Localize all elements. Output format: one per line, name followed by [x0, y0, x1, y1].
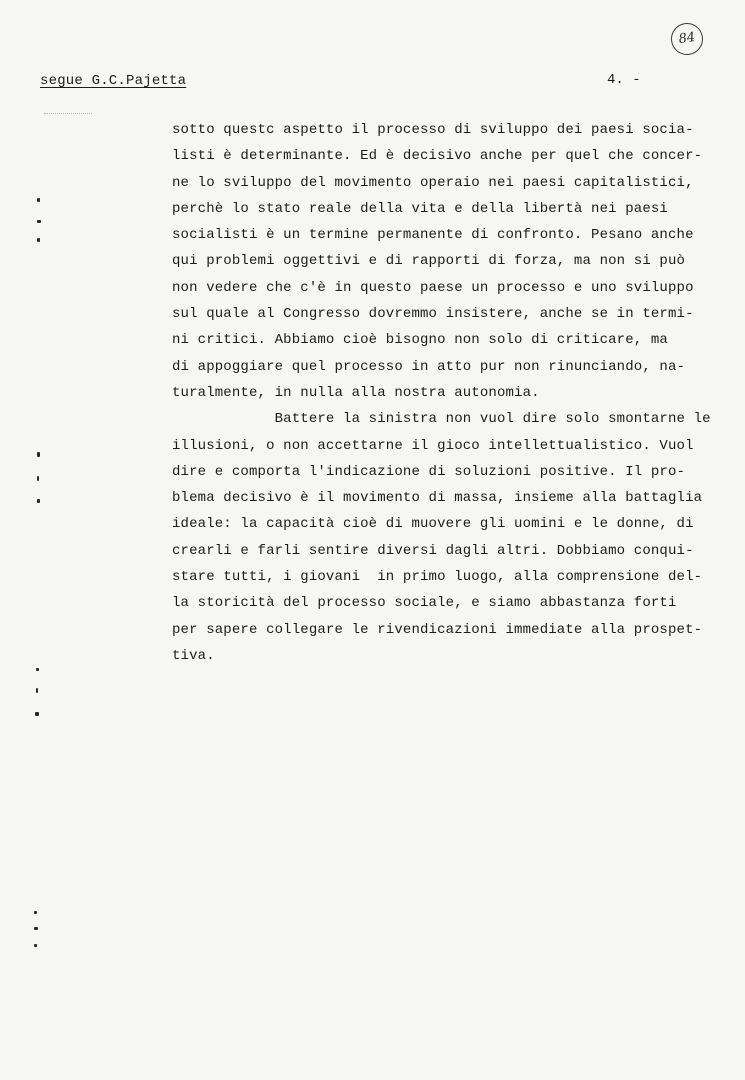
text-line: per sapere collegare le rivendicazioni immediate alla prospet- — [172, 621, 703, 638]
text-line: blema decisivo è il movimento di massa, insieme alla battaglia — [172, 490, 703, 507]
margin-mark — [36, 668, 39, 671]
margin-mark — [37, 220, 41, 223]
text-line: di appoggiare quel processo in atto pur non rinunciando, na- — [172, 358, 686, 375]
text-line: tiva. — [172, 647, 215, 664]
margin-mark — [37, 499, 40, 503]
scan-artifact — [44, 113, 92, 114]
text-line: stare tutti, i giovani in primo luogo, alla comprensione del- — [172, 569, 703, 586]
text-line: ni critici. Abbiamo cioè bisogno non solo di criticare, ma — [172, 332, 668, 349]
text-line: ideale: la capacità cioè di muovere gli uomini e le donne, di — [172, 516, 694, 533]
text-line: Battere la sinistra non vuol dire solo smontarne le — [172, 411, 711, 428]
text-line: crearli e farli sentire diversi dagli altri. Dobbiamo conqui- — [172, 542, 694, 559]
archive-stamp: 84 — [669, 21, 705, 57]
text-line: turalmente, in nulla alla nostra autonomia. — [172, 384, 540, 401]
margin-mark — [35, 712, 39, 716]
text-line: dire e comporta l'indicazione di soluzioni positive. Il pro- — [172, 463, 686, 480]
text-line: sotto questc aspetto il processo di sviluppo dei paesi socia- — [172, 122, 694, 138]
margin-mark — [37, 238, 40, 242]
margin-mark — [37, 198, 40, 202]
text-line: ne lo sviluppo del movimento operaio nei paesi capitalistici, — [172, 174, 694, 191]
text-line: listi è determinante. Ed è decisivo anche per quel che concer- — [172, 148, 703, 165]
text-line: la storicità del processo sociale, e siamo abbastanza forti — [172, 595, 677, 612]
text-line: qui problemi oggettivi e di rapporti di forza, ma non si può — [172, 253, 686, 270]
header-title: segue G.C.Pajetta — [40, 73, 187, 89]
margin-mark — [37, 476, 39, 481]
margin-mark — [34, 944, 37, 947]
text-line: perchè lo stato reale della vita e della libertà nei paesi — [172, 200, 668, 217]
text-line: sul quale al Congresso dovremmo insistere, anche se in termi- — [172, 306, 694, 323]
body-text — [172, 117, 724, 669]
text-line: non vedere che c'è in questo paese un processo e uno sviluppo — [172, 279, 694, 296]
margin-mark — [34, 927, 38, 930]
margin-mark — [34, 911, 37, 914]
margin-mark — [36, 688, 38, 693]
page-number: 4. - — [607, 72, 641, 88]
text-line: illusioni, o non accettarne il gioco intellettualistico. Vuol — [172, 437, 694, 454]
text-line: socialisti è un termine permanente di confronto. Pesano anche — [172, 227, 694, 244]
margin-mark — [37, 452, 40, 457]
